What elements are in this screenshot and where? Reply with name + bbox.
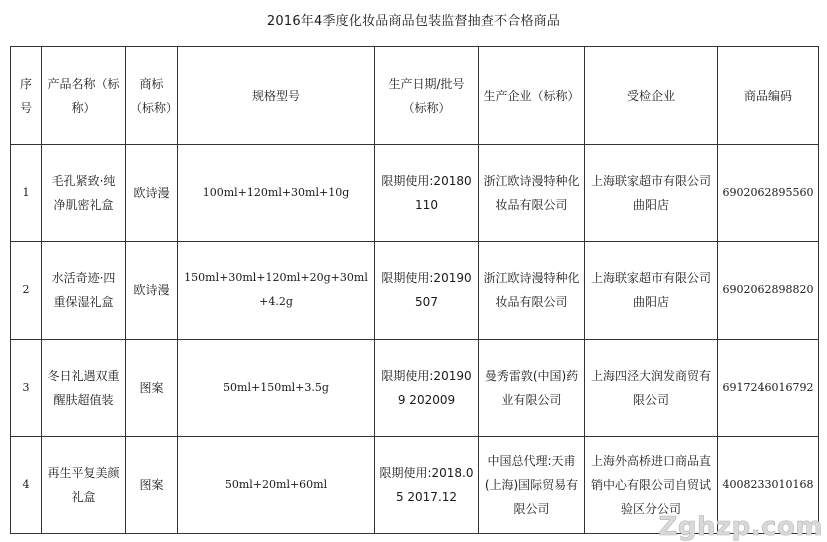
table-row [11,339,819,436]
row-brand: 图案 [126,339,178,436]
header-spec: 规格型号 [178,47,375,145]
row-product-name: 再生平复美颜礼盒 [42,436,126,533]
row-brand: 欧诗漫 [126,145,178,242]
row-brand: 欧诗漫 [126,242,178,339]
row-spec: 50ml+20ml+60ml [178,436,375,533]
row-production-date: 限期使用:201909 202009 [375,339,479,436]
row-spec: 100ml+120ml+30ml+10g [178,145,375,242]
row-brand: 图案 [126,436,178,533]
table-header-row [11,47,819,145]
row-product-code: 6902062895560 [718,145,819,242]
row-inspected-company: 上海外高桥进口商品直销中心有限公司自贸试验区分公司 [585,436,718,533]
row-manufacturer: 浙江欧诗漫特种化妆品有限公司 [479,145,585,242]
row-inspected-company: 上海联家超市有限公司曲阳店 [585,242,718,339]
row-manufacturer: 浙江欧诗漫特种化妆品有限公司 [479,242,585,339]
header-inspected-company: 受检企业 [585,47,718,145]
table-row [11,242,819,339]
row-inspected-company: 上海联家超市有限公司曲阳店 [585,145,718,242]
row-product-name: 冬日礼遇双重醒肤超值装 [42,339,126,436]
header-manufacturer: 生产企业（标称） [479,47,585,145]
header-brand: 商标（标称） [126,47,178,145]
header-production-date: 生产日期/批号（标称） [375,47,479,145]
header-product-code: 商品编码 [718,47,819,145]
row-manufacturer: 曼秀雷敦(中国)药业有限公司 [479,339,585,436]
row-index: 2 [11,242,42,339]
header-index: 序号 [11,47,42,145]
row-product-name: 毛孔紧致·纯净肌密礼盒 [42,145,126,242]
header-product-name: 产品名称（标称） [42,47,126,145]
row-index: 4 [11,436,42,533]
page-title: 2016年4季度化妆品商品包装监督抽查不合格商品 [266,14,561,29]
row-index: 3 [11,339,42,436]
row-product-code: 6902062898820 [718,242,819,339]
row-index: 1 [11,145,42,242]
row-product-code: 6917246016792 [718,339,819,436]
row-production-date: 限期使用:20180110 [375,145,479,242]
row-product-code: 4008233010168 [718,436,819,533]
row-spec: 50ml+150ml+3.5g [178,339,375,436]
table-row [11,145,819,242]
row-production-date: 限期使用:20190507 [375,242,479,339]
noncompliant-products-table [10,46,819,534]
row-inspected-company: 上海四泾大润发商贸有限公司 [585,339,718,436]
row-spec: 150ml+30ml+120ml+20g+30ml+4.2g [178,242,375,339]
row-production-date: 限期使用:2018.05 2017.12 [375,436,479,533]
row-manufacturer: 中国总代理:天甫(上海)国际贸易有限公司 [479,436,585,533]
site-watermark: Zghzp.com [658,512,823,542]
row-product-name: 水活奇迹·四重保湿礼盒 [42,242,126,339]
